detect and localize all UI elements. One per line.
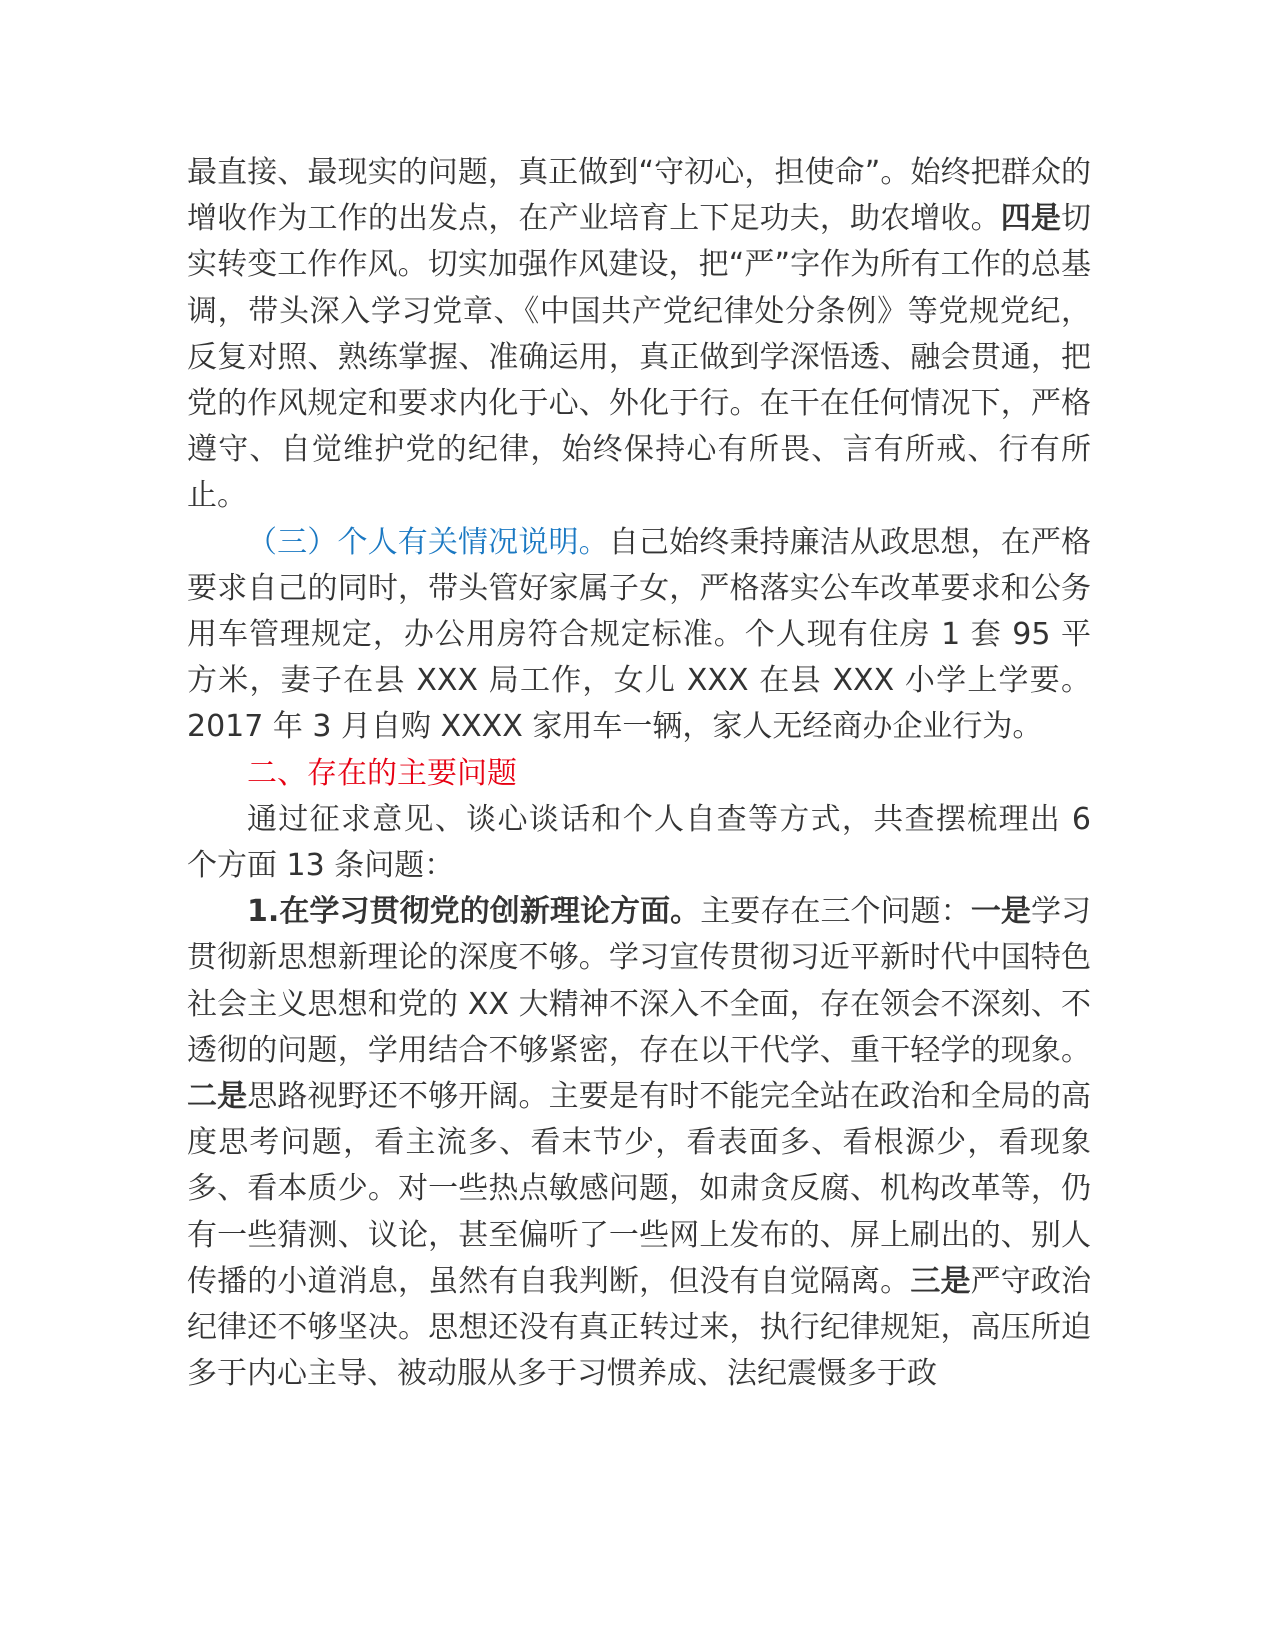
document-page [187,150,1091,1397]
paragraph-5 [187,889,1091,1397]
paragraph-2 [187,520,1091,751]
subsection-heading: （三）个人有关情况说明。 [247,524,609,560]
paragraph-text: 自己始终秉持廉洁从政思想，在严格要求自己的同时，带头管好家属子女，严格落实公车改革要求和公务用车管理规定，办公用房符合规定标准。个人现有住房 1 套 95 平方米，妻子在县 XXX 局工作，女儿 XXX 在县 XXX 小学上学要。2017 年 3 月自购 XXXX 家用车一辆，家人无经商办企业行为。 [187,524,1092,745]
paragraph-text: 通过征求意见、谈心谈话和个人自查等方式，共查摆梳理出 6 个方面 13 条问题： [187,801,1091,884]
paragraph-text: 最直接、最现实的问题，真正做到“守初心，担使命”。始终把群众的增收作为工作的出发点，在产业培育上下足功夫，助农增收。 [187,155,1091,237]
paragraph-text: 切实转变工作作风。切实加强作风建设，把“严”字作为所有工作的总基调，带头深入学习党章、《中国共产党纪律处分条例》等党规党纪，反复对照、熟练掌握、准确运用，真正做到学深悟透、融会贯通，把党的作风规定和要求内化于心、外化于行。在干在任何情况下，严格遵守、自觉维护党的纪律，始终保持心有所畏、言有所戒、行有所止。 [187,201,1092,514]
paragraph-text: 严守政治纪律还不够坚决。思想还没有真正转过来，执行纪律规矩，高压所迫多于内心主导、被动服从多于习惯养成、法纪震慑多于政 [187,1263,1092,1392]
bold-keyword: 一是 [970,894,1031,930]
bold-heading: 1.在学习贯彻党的创新理论方面。 [247,894,701,930]
section-heading: 二、存在的主要问题 [247,755,517,791]
bold-keyword: 三是 [910,1263,971,1299]
paragraph-4 [187,797,1091,889]
bold-keyword: 四是 [1000,201,1062,237]
paragraph-1 [187,150,1091,520]
paragraph-text: 主要存在三个问题： [700,894,971,930]
bold-keyword: 二是 [187,1079,248,1115]
paragraph-text: 学习贯彻新思想新理论的深度不够。学习宣传贯彻习近平新时代中国特色社会主义思想和党的 XX 大精神不深入不全面，存在领会不深刻、不透彻的问题，学用结合不够紧密，存在以干代学、重干轻学的现象。 [187,894,1092,1068]
paragraph-text: 思路视野还不够开阔。主要是有时不能完全站在政治和全局的高度思考问题，看主流多、看末节少，看表面多、看根源少，看现象多、看本质少。对一些热点敏感问题，如肃贪反腐、机构改革等，仍有一些猜测、议论，甚至偏听了一些网上发布的、屏上刷出的、别人传播的小道消息，虽然有自我判断，但没有自觉隔离。 [187,1079,1092,1299]
